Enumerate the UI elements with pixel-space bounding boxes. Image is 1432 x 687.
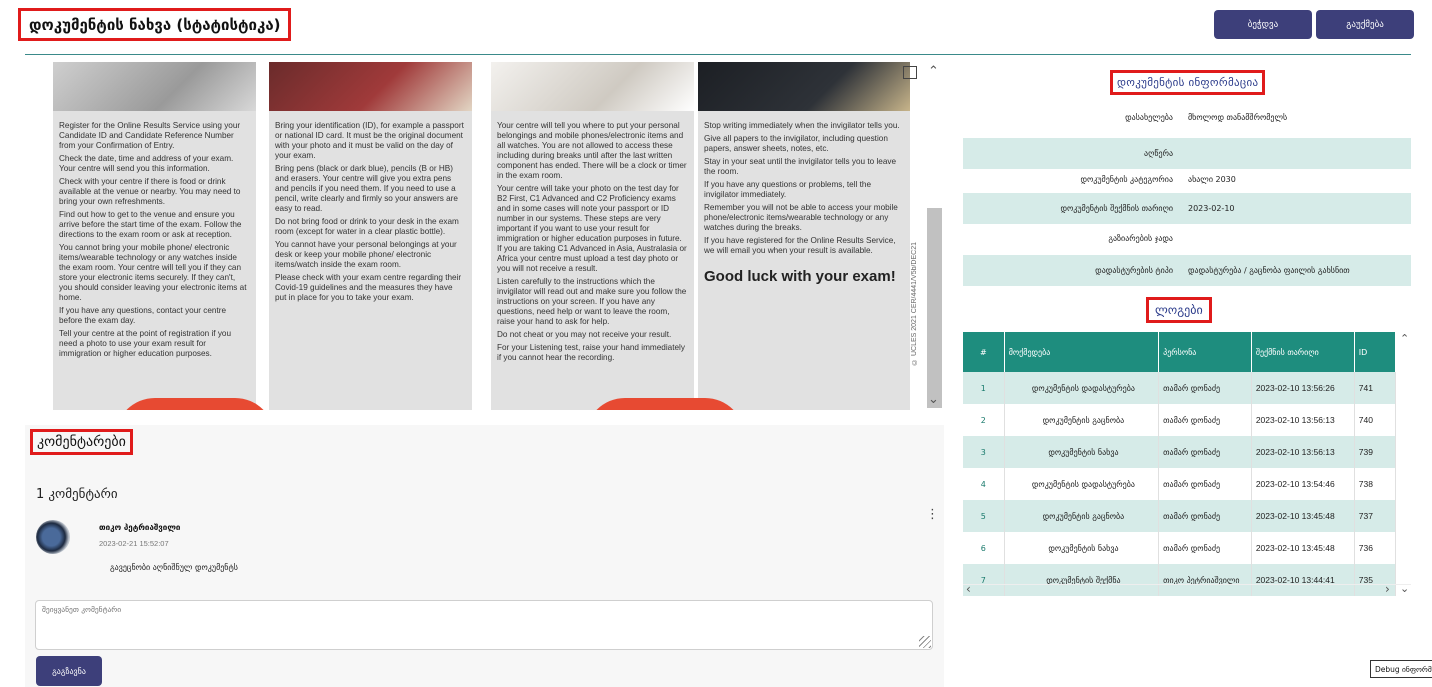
document-paragraph: Do not bring food or drink to your desk in the exam room (except for water in a clear plastic bottle).: [275, 217, 459, 236]
table-cell: 3: [963, 436, 1004, 468]
document-paragraph: Find out how to get to the venue and ensure you arrive before the start time of the exam. Follow the directions to the exam room or ask at reception.: [59, 210, 242, 239]
table-cell: 2023-02-10 13:54:46: [1251, 468, 1354, 500]
logs-column-header[interactable]: პერსონა: [1159, 332, 1252, 372]
chevron-left-icon[interactable]: ‹: [966, 582, 971, 596]
table-cell: თიკო პეტრიაშვილი: [1159, 564, 1252, 596]
table-row: [963, 532, 1396, 564]
document-viewer[interactable]: [25, 62, 944, 410]
info-value: 2023-02-10: [1188, 204, 1235, 213]
document-paragraph: Bring your identification (ID), for example a passport or national ID card. It must be the original document with your photo and it must be valid on the day of your exam.: [275, 121, 464, 160]
comment-date: 2023-02-21 15:52:07: [99, 539, 169, 548]
table-row: [963, 372, 1396, 404]
document-paragraph: Check the date, time and address of your exam. Your centre will send you this information.: [59, 154, 234, 173]
table-cell: 2023-02-10 13:56:26: [1251, 372, 1354, 404]
document-paragraph: Register for the Online Results Service using your Candidate ID and Candidate Reference Number from your Confirmation of Entry.: [59, 121, 241, 150]
comment-text: გავეცნობი აღნიშნულ დოკუმენტს: [110, 563, 238, 572]
document-photo-passport: [269, 62, 472, 111]
table-cell: თამარ დონაძე: [1159, 404, 1252, 436]
copyright-code: © UCLES 2021 CER/4441/V5b/DEC21: [911, 242, 918, 365]
table-cell: 737: [1354, 500, 1395, 532]
logs-column-header[interactable]: #: [963, 332, 1004, 372]
info-row: [963, 223, 1411, 254]
col3-text: [497, 121, 688, 363]
document-paragraph: If you have registered for the Online Results Service, we will email you when your result is available.: [704, 236, 896, 255]
logs-title: ლოგები: [1146, 297, 1212, 323]
document-paragraph: Check with your centre if there is food or drink available at the venue or nearby. You may need to bring your own refreshments.: [59, 177, 241, 206]
document-column-1: [53, 62, 256, 410]
info-label: აღწერა: [1144, 149, 1173, 158]
logs-table: [963, 332, 1396, 596]
info-row: [963, 102, 1411, 133]
document-paragraph: Bring pens (black or dark blue), pencils (B or HB) and erasers. Your centre will give you extra pens and pencils if you need them. If you need to use a pencil, write clearly and firmly so your answers are easy to read.: [275, 164, 458, 213]
table-cell: თამარ დონაძე: [1159, 372, 1252, 404]
chevron-down-icon[interactable]: ⌄: [928, 392, 939, 407]
chevron-down-icon[interactable]: ⌄: [1400, 582, 1410, 595]
expand-icon[interactable]: [903, 66, 917, 79]
document-paragraph: Your centre will tell you where to put your personal belongings and mobile phones/electronic items and all watches. You are not allowed to access these including during breaks until after the last written component has ended. There will be a clock or timer in the exam room.: [497, 121, 687, 180]
table-cell: თამარ დონაძე: [1159, 468, 1252, 500]
document-column-2: [269, 62, 472, 410]
table-cell: თამარ დონაძე: [1159, 436, 1252, 468]
table-cell: 736: [1354, 532, 1395, 564]
table-cell: 2023-02-10 13:56:13: [1251, 436, 1354, 468]
print-button[interactable]: ბეჭდვა: [1214, 10, 1312, 39]
info-label: დოკუმენტის შექმნის თარიღი: [1060, 204, 1173, 213]
logs-table-container: [963, 332, 1411, 602]
logs-column-header[interactable]: მოქმედება: [1004, 332, 1158, 372]
info-row: [963, 193, 1411, 224]
table-row: [963, 500, 1396, 532]
comments-title: კომენტარები: [30, 429, 133, 455]
document-paragraph: Tell your centre at the point of registration if you need a photo to use your exam result for immigration or higher education purposes.: [59, 329, 232, 358]
chevron-up-icon[interactable]: ⌃: [928, 64, 939, 79]
chevron-right-icon[interactable]: ›: [1385, 582, 1390, 596]
col2-text: [275, 121, 466, 303]
document-paragraph: You cannot bring your mobile phone/ electronic items/wearable technology or any watches inside the exam room. Your centre will tell you if they can store your electronic items securely. If they can't, you should consider leaving your electronic items at home.: [59, 243, 247, 302]
document-column-3: [491, 62, 694, 410]
table-cell: დოკუმენტის გაცნობა: [1004, 404, 1158, 436]
table-cell: დოკუმენტის ნახვა: [1004, 532, 1158, 564]
send-comment-button[interactable]: გაგზავნა: [36, 656, 102, 686]
logs-horizontal-scrollbar[interactable]: [963, 584, 1411, 599]
info-value: ახალი 2030: [1188, 175, 1236, 184]
comment-author: თიკო პეტრიაშვილი: [99, 523, 181, 532]
resize-handle-icon[interactable]: [919, 636, 931, 648]
comment-input[interactable]: [35, 600, 933, 650]
document-photo-calendar: [53, 62, 256, 111]
header-divider: [25, 54, 1411, 55]
document-paragraph: Listen carefully to the instructions which the invigilator will read out and make sure you follow the instructions on your screen. If you have any questions, need help or want to leave the room, raise your hand to ask for help.: [497, 277, 687, 326]
document-photo-papers: [698, 62, 910, 111]
page-title: დოკუმენტის ნახვა (სტატისტიკა): [18, 8, 291, 41]
info-title: დოკუმენტის ინფორმაცია: [1110, 70, 1265, 95]
col4-text: [704, 121, 904, 256]
document-paragraph: Remember you will not be able to access your mobile phone/electronic items/wearable technology or any watches during the breaks.: [704, 203, 898, 232]
table-cell: 2: [963, 404, 1004, 436]
table-cell: 2023-02-10 13:45:48: [1251, 532, 1354, 564]
table-cell: დოკუმენტის დადასტურება: [1004, 468, 1158, 500]
table-cell: 735: [1354, 564, 1395, 596]
info-label: დოკუმენტის კატეგორია: [1080, 175, 1173, 184]
table-cell: 5: [963, 500, 1004, 532]
info-label: დასახელება: [1125, 113, 1173, 122]
info-value: დადასტურება / გაცნობა ფაილის გახსნით: [1188, 266, 1350, 275]
table-cell: 2023-02-10 13:45:48: [1251, 500, 1354, 532]
chevron-up-icon[interactable]: ⌃: [1400, 332, 1410, 345]
col1-text: [59, 121, 250, 359]
logs-vertical-scrollbar[interactable]: [1398, 332, 1411, 572]
document-paragraph: If you have any questions or problems, tell the invigilator immediately.: [704, 180, 872, 199]
table-cell: 4: [963, 468, 1004, 500]
logs-column-header[interactable]: შექმნის თარიღი: [1251, 332, 1354, 372]
avatar: [36, 520, 70, 554]
table-row: [963, 468, 1396, 500]
document-paragraph: Please check with your exam centre regarding their Covid-19 guidelines and the measures they have put in place for you to take your exam.: [275, 273, 462, 302]
table-cell: თამარ დონაძე: [1159, 500, 1252, 532]
info-label: დადასტურების ტიპი: [1095, 266, 1173, 275]
document-paragraph: Stop writing immediately when the invigilator tells you.: [704, 121, 900, 130]
debug-info-button[interactable]: Debug ინფორმ: [1370, 660, 1432, 678]
document-paragraph: Your centre will take your photo on the test day for B2 First, C1 Advanced and C2 Proficiency exams and in some cases will note your passport or ID number in our systems. These steps are very important if you want to use your result for immigration or higher education purposes in future. If you are taking C1 Advanced in Asia, Australasia or Africa your centre must upload a test day photo or you will not receive a result.: [497, 184, 687, 273]
table-cell: 7: [963, 564, 1004, 596]
comment-count: 1 კომენტარი: [36, 487, 118, 502]
table-cell: 2023-02-10 13:44:41: [1251, 564, 1354, 596]
table-cell: 738: [1354, 468, 1395, 500]
info-row: [963, 255, 1411, 286]
table-cell: დოკუმენტის შექმნა: [1004, 564, 1158, 596]
table-cell: 741: [1354, 372, 1395, 404]
viewer-scroll-thumb[interactable]: [927, 208, 942, 408]
table-cell: 740: [1354, 404, 1395, 436]
document-photo-writing: [491, 62, 694, 111]
table-cell: თამარ დონაძე: [1159, 532, 1252, 564]
table-row: [963, 404, 1396, 436]
document-paragraph: Do not cheat or you may not receive your result.: [497, 330, 672, 339]
info-label: გაზიარების ჯადა: [1108, 234, 1173, 243]
document-paragraph: Give all papers to the invigilator, including question papers, answer sheets, notes, etc.: [704, 134, 888, 153]
table-cell: 1: [963, 372, 1004, 404]
kebab-menu-icon[interactable]: ⋮: [926, 507, 939, 522]
document-paragraph: Stay in your seat until the invigilator tells you to leave the room.: [704, 157, 897, 176]
document-paragraph: For your Listening test, raise your hand immediately if you cannot hear the recording.: [497, 343, 685, 362]
table-cell: დოკუმენტის დადასტურება: [1004, 372, 1158, 404]
table-cell: 739: [1354, 436, 1395, 468]
table-cell: დოკუმენტის ნახვა: [1004, 436, 1158, 468]
document-column-4: [698, 62, 910, 410]
cancel-button[interactable]: გაუქმება: [1316, 10, 1414, 39]
table-row: [963, 436, 1396, 468]
logs-column-header[interactable]: ID: [1354, 332, 1395, 372]
document-paragraph: If you have any questions, contact your centre before the exam day.: [59, 306, 227, 325]
table-cell: 6: [963, 532, 1004, 564]
table-cell: დოკუმენტის გაცნობა: [1004, 500, 1158, 532]
info-row: [963, 162, 1411, 197]
logs-header-row: [963, 332, 1396, 372]
document-paragraph: You cannot have your personal belongings at your desk or keep your mobile phone/ electronic items/watch inside the exam room.: [275, 240, 457, 269]
good-luck-text: Good luck with your exam!: [704, 268, 896, 285]
info-value: მხოლოდ თანამშრომელს: [1188, 113, 1288, 122]
table-cell: 2023-02-10 13:56:13: [1251, 404, 1354, 436]
